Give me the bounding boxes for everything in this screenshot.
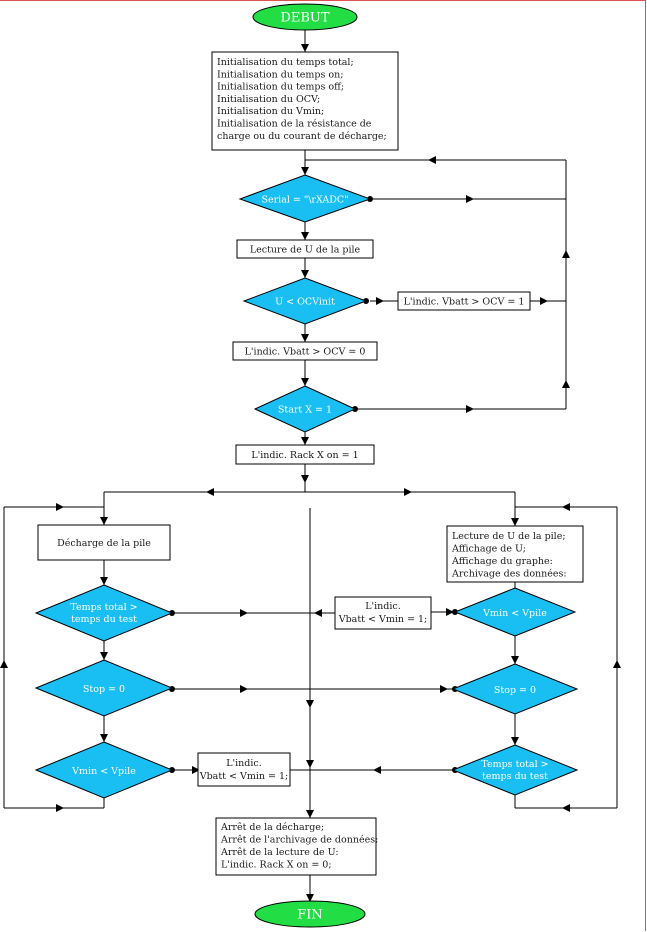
vbatt-ocv-1-box bbox=[398, 292, 530, 310]
vbatt-ocv-0-box bbox=[233, 342, 377, 360]
rack-on-label: L'indic. Rack X on = 1 bbox=[251, 450, 359, 461]
read-u-box bbox=[237, 240, 373, 258]
text-line: Archivage des données: bbox=[452, 568, 567, 580]
right-vmin-flag-2: Vbatt < Vmin = 1; bbox=[338, 614, 428, 625]
start-label: DEBUT bbox=[280, 10, 330, 26]
start-decision bbox=[255, 386, 355, 432]
right-vmin-flag-1: L'indic. bbox=[365, 601, 401, 612]
ocv-decision bbox=[244, 278, 366, 324]
serial-decision bbox=[240, 175, 370, 222]
right-vmin-label: Vmin < Vpile bbox=[483, 608, 547, 619]
text-line: Arrêt de l'archivage de données; bbox=[221, 834, 379, 846]
text-line: L'indic. Rack X on = 0; bbox=[221, 859, 332, 871]
rack-on-box bbox=[236, 445, 374, 464]
right-read-box bbox=[447, 526, 583, 582]
discharge-label: Décharge de la pile bbox=[57, 538, 151, 549]
text-line: Arrêt de la décharge; bbox=[221, 822, 325, 833]
text-line: Initialisation du Vmin; bbox=[217, 106, 325, 118]
left-vmin-decision bbox=[36, 742, 172, 798]
right-vmin-decision bbox=[455, 588, 575, 636]
text-line: Affichage du graphe: bbox=[452, 556, 553, 567]
left-vmin-flag-box bbox=[198, 753, 290, 786]
right-time-decision bbox=[453, 745, 577, 795]
vbatt-ocv-0-label: L'indic. Vbatt > OCV = 0 bbox=[244, 346, 366, 358]
text-line: Arrêt de la lecture de U: bbox=[221, 847, 339, 858]
left-vmin-label: Vmin < Vpile bbox=[72, 766, 136, 777]
end-label: FIN bbox=[297, 907, 323, 923]
read-u-label: Lecture de U de la pile bbox=[249, 244, 361, 256]
left-stop-label: Stop = 0 bbox=[82, 684, 126, 695]
init-box bbox=[212, 52, 398, 150]
start-decision-label: Start X = 1 bbox=[277, 404, 333, 416]
text-line: charge ou du courant de décharge; bbox=[217, 130, 387, 142]
end-terminal bbox=[255, 901, 365, 927]
discharge-box bbox=[38, 525, 170, 560]
left-time-label-2: temps du test bbox=[71, 614, 137, 625]
vbatt-ocv-1-label: L'indic. Vbatt > OCV = 1 bbox=[403, 296, 525, 308]
left-vmin-flag-1: L'indic. bbox=[226, 758, 262, 769]
text-line: Initialisation du OCV; bbox=[217, 93, 321, 105]
text-line: Initialisation du temps total; bbox=[217, 57, 354, 68]
right-time-label-2: temps du test bbox=[482, 771, 548, 782]
stop-box bbox=[216, 818, 378, 875]
right-read-text bbox=[451, 531, 567, 580]
serial-decision-label: Serial = "\rXADC" bbox=[261, 194, 349, 206]
right-stop-label: Stop = 0 bbox=[493, 685, 537, 696]
text-line: Affichage de U; bbox=[452, 543, 526, 555]
start-terminal bbox=[253, 4, 357, 30]
text-line: Initialisation du temps on; bbox=[217, 69, 344, 81]
ocv-decision-label: U < OCVinit bbox=[275, 296, 335, 308]
left-time-label-1: Temps total > bbox=[70, 602, 138, 613]
right-vmin-flag-box bbox=[335, 597, 431, 629]
text-line: Initialisation de la résistance de bbox=[217, 118, 372, 130]
right-time-label-1: Temps total > bbox=[481, 759, 549, 770]
text-line: Lecture de U de la pile; bbox=[452, 531, 566, 542]
left-vmin-flag-2: Vbatt < Vmin = 1; bbox=[199, 771, 289, 782]
left-time-decision bbox=[36, 585, 172, 641]
right-stop-decision bbox=[453, 664, 577, 714]
left-stop-decision bbox=[36, 660, 172, 716]
text-line: Initialisation du temps off; bbox=[217, 81, 345, 93]
